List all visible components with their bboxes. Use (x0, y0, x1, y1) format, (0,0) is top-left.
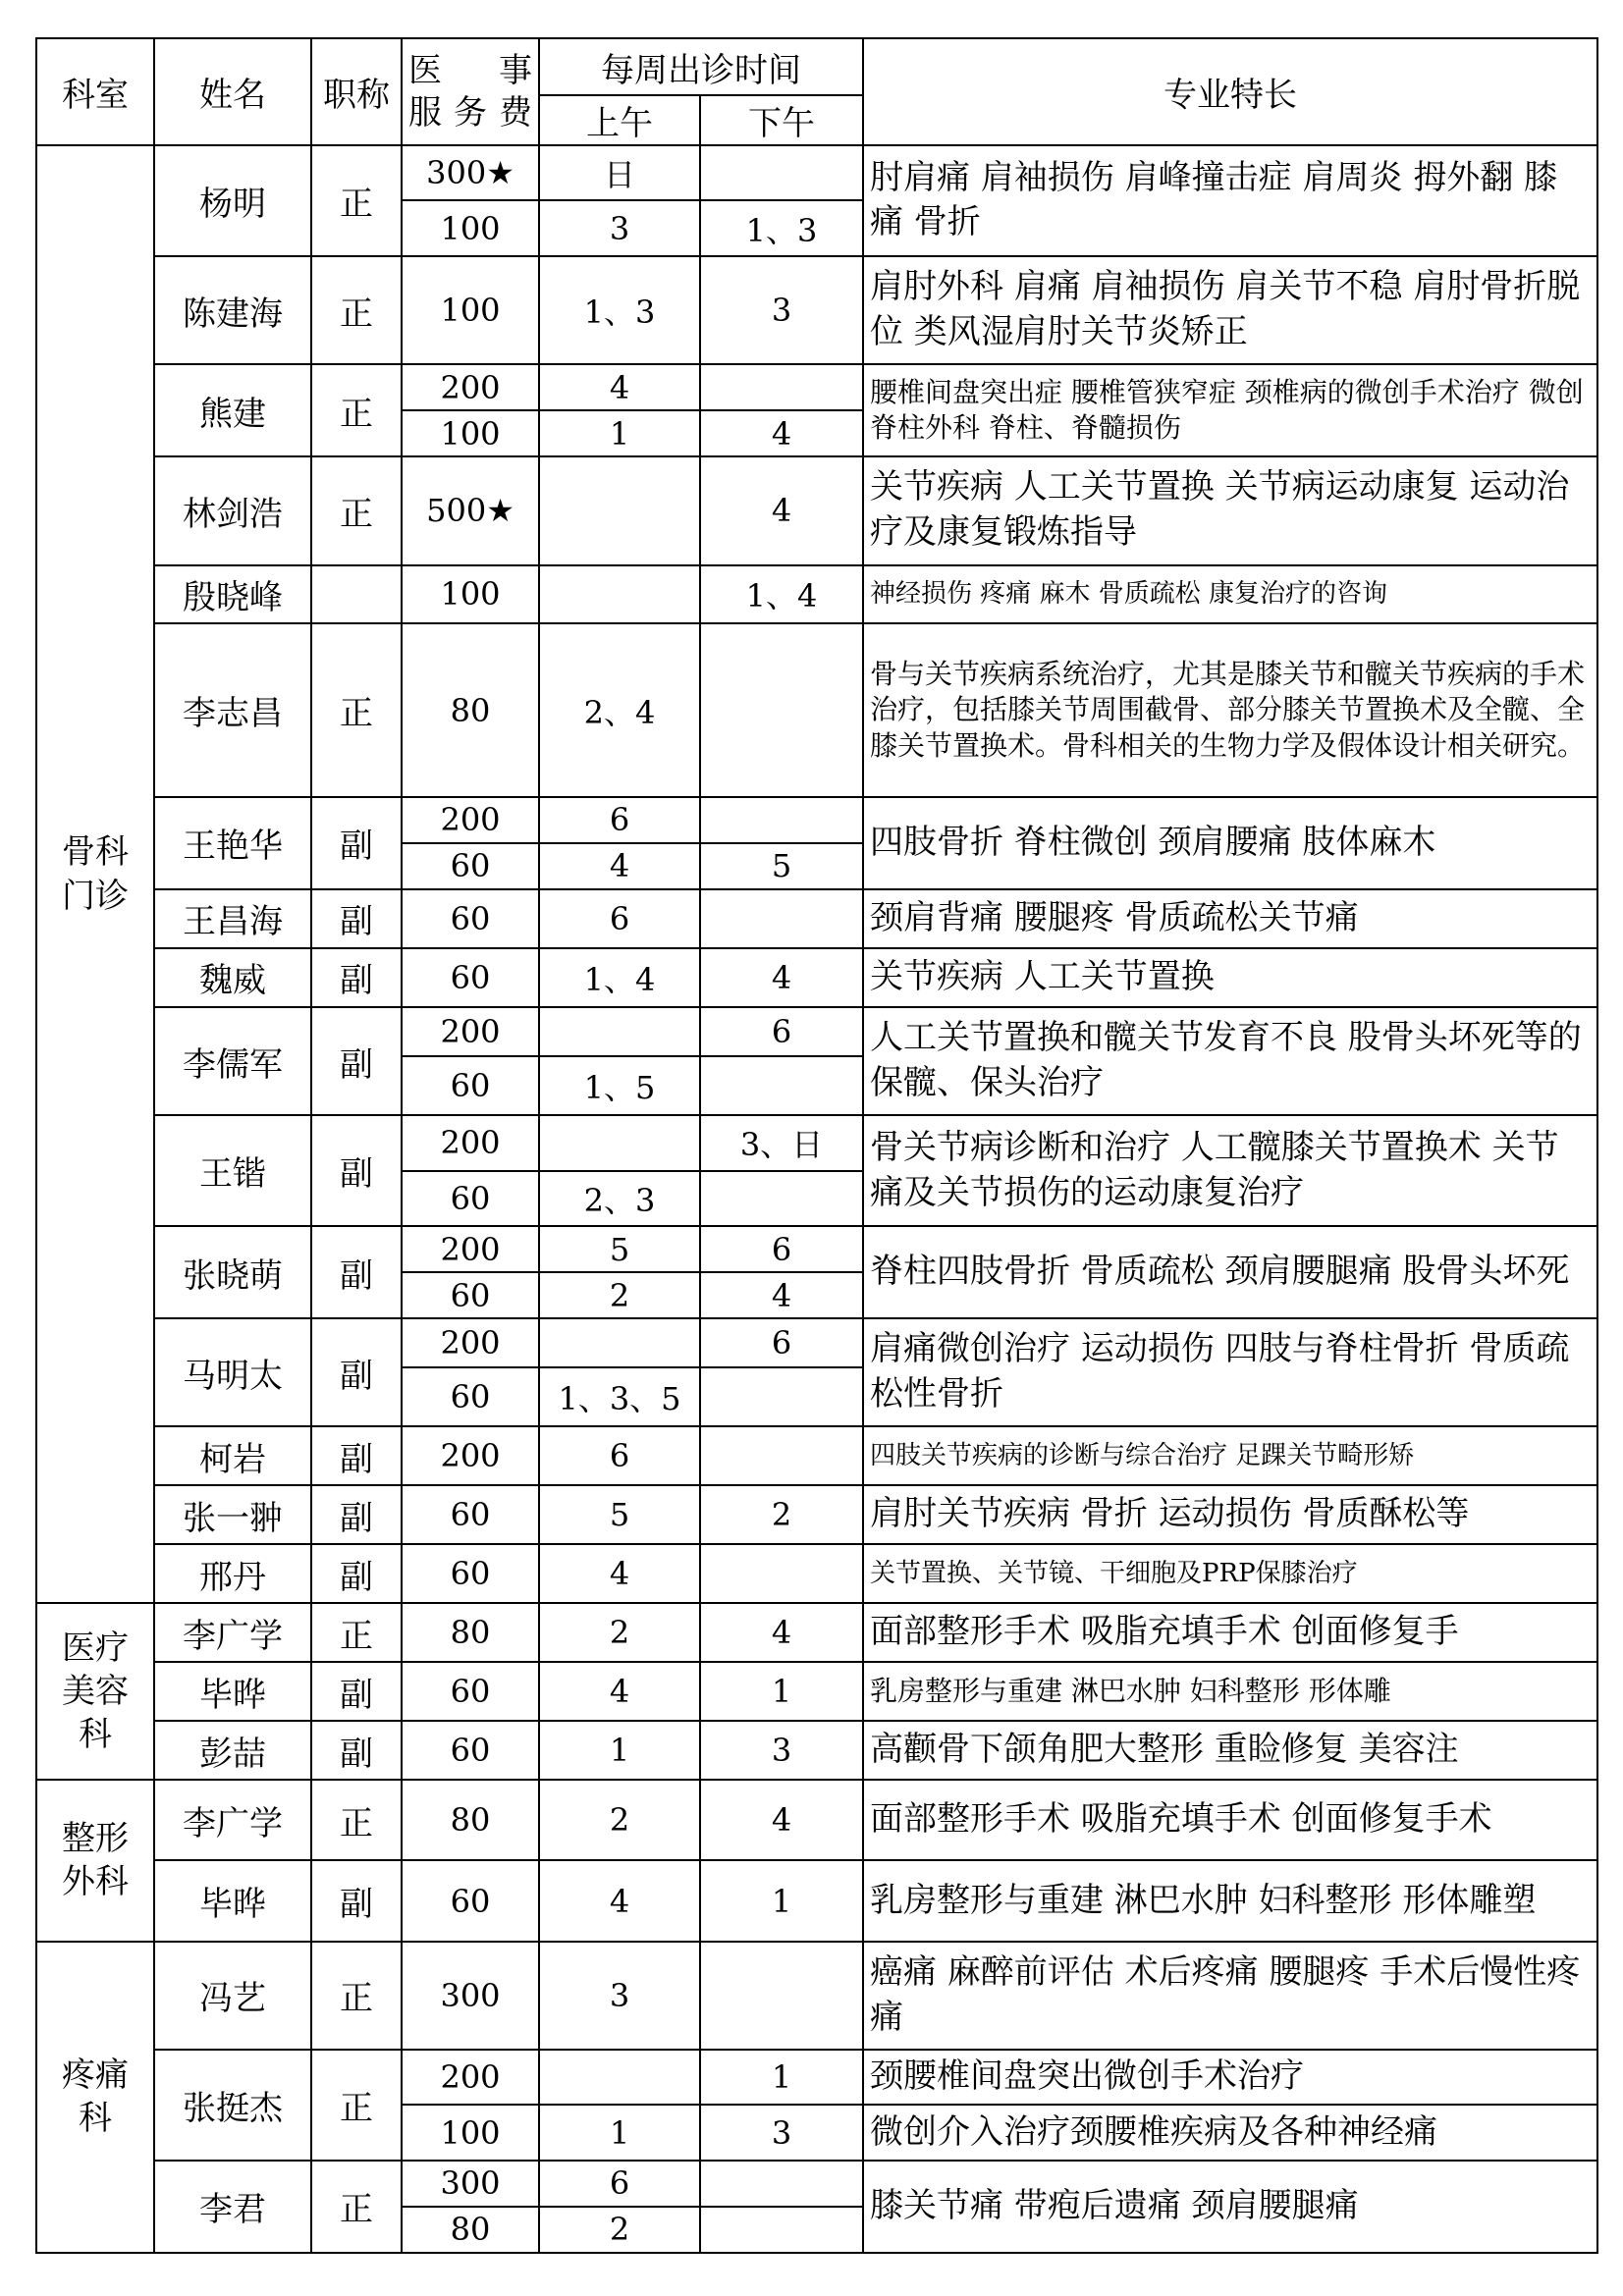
doctor-name: 毕晔 (154, 1860, 311, 1941)
doctor-title: 正 (311, 1603, 402, 1662)
table-row (36, 1662, 1597, 1721)
am-schedule: 1 (539, 1721, 700, 1780)
table-row (36, 889, 1597, 948)
table-row (36, 948, 1597, 1007)
am-schedule: 3 (539, 1942, 700, 2050)
pm-schedule: 1 (700, 1662, 863, 1721)
service-fee: 200 (402, 364, 539, 410)
am-schedule: 2 (539, 1603, 700, 1662)
table-body (36, 145, 1597, 2253)
service-fee: 60 (402, 1721, 539, 1780)
service-fee: 200 (402, 1226, 539, 1272)
doctor-name: 张一翀 (154, 1485, 311, 1544)
service-fee: 80 (402, 2207, 539, 2253)
am-schedule: 2、4 (539, 623, 700, 796)
am-schedule: 5 (539, 1485, 700, 1544)
service-fee: 60 (402, 1056, 539, 1115)
am-schedule (539, 565, 700, 624)
specialty-cell: 颈肩背痛 腰腿疼 骨质疏松关节痛 (863, 889, 1597, 948)
am-schedule (539, 1007, 700, 1056)
pm-schedule: 1 (700, 1860, 863, 1941)
department-cell (36, 1603, 154, 1780)
specialty-cell: 脊柱四肢骨折 骨质疏松 颈肩腰腿痛 股骨头坏死 (863, 1226, 1597, 1318)
doctor-title: 副 (311, 1115, 402, 1226)
am-schedule: 日 (539, 145, 700, 200)
doctor-title (311, 565, 402, 624)
service-fee: 60 (402, 1544, 539, 1603)
service-fee: 60 (402, 1171, 539, 1226)
am-schedule: 6 (539, 2161, 700, 2207)
specialty-cell: 神经损伤 疼痛 麻木 骨质疏松 康复治疗的咨询 (863, 565, 1597, 624)
service-fee: 80 (402, 1603, 539, 1662)
pm-schedule: 4 (700, 1272, 863, 1318)
am-schedule: 1、5 (539, 1056, 700, 1115)
am-schedule: 3 (539, 200, 700, 255)
pm-schedule: 3 (700, 256, 863, 364)
pm-schedule (700, 1544, 863, 1603)
department-label: 整形外科 (62, 1819, 129, 1902)
am-schedule: 4 (539, 1860, 700, 1941)
specialty-cell: 关节疾病 人工关节置换 关节病运动康复 运动治疗及康复锻炼指导 (863, 456, 1597, 564)
department-label: 骨科门诊 (62, 832, 129, 916)
table-row (36, 2161, 1597, 2207)
am-schedule (539, 1115, 700, 1170)
doctor-name: 杨明 (154, 145, 311, 256)
specialty-cell: 面部整形手术 吸脂充填手术 创面修复手术 (863, 1780, 1597, 1860)
header-am: 上午 (539, 95, 700, 145)
am-schedule: 2 (539, 1272, 700, 1318)
header-pm: 下午 (700, 95, 863, 145)
pm-schedule (700, 1056, 863, 1115)
service-fee: 100 (402, 410, 539, 456)
table-row (36, 797, 1597, 843)
pm-schedule: 4 (700, 1780, 863, 1860)
doctor-title: 副 (311, 797, 402, 889)
doctor-name: 李广学 (154, 1780, 311, 1860)
service-fee: 60 (402, 843, 539, 889)
doctor-title: 副 (311, 1544, 402, 1603)
doctor-title: 正 (311, 256, 402, 364)
specialty-cell: 乳房整形与重建 淋巴水肿 妇科整形 形体雕塑 (863, 1860, 1597, 1941)
pm-schedule: 5 (700, 843, 863, 889)
department-cell (36, 1942, 154, 2253)
pm-schedule: 3 (700, 2105, 863, 2160)
pm-schedule: 2 (700, 1485, 863, 1544)
doctor-title: 正 (311, 2161, 402, 2253)
specialty-cell: 四肢关节疾病的诊断与综合治疗 足踝关节畸形矫 (863, 1426, 1597, 1485)
table-row (36, 1603, 1597, 1662)
am-schedule: 4 (539, 1662, 700, 1721)
header-fee-line2: 服务费 (408, 92, 532, 133)
pm-schedule (700, 1942, 863, 2050)
service-fee: 200 (402, 1007, 539, 1056)
doctor-name: 林剑浩 (154, 456, 311, 564)
doctor-name: 熊建 (154, 364, 311, 456)
specialty-cell: 肩肘外科 肩痛 肩袖损伤 肩关节不稳 肩肘骨折脱位 类风湿肩肘关节炎矫正 (863, 256, 1597, 364)
service-fee: 60 (402, 1485, 539, 1544)
service-fee: 60 (402, 1662, 539, 1721)
am-schedule: 1、3 (539, 256, 700, 364)
doctor-name: 殷晓峰 (154, 565, 311, 624)
doctor-title: 正 (311, 2050, 402, 2161)
doctor-name: 王艳华 (154, 797, 311, 889)
service-fee: 100 (402, 200, 539, 255)
header-dept: 科室 (36, 38, 154, 145)
doctor-title: 副 (311, 1662, 402, 1721)
table-row (36, 1860, 1597, 1941)
specialty-cell: 骨与关节疾病系统治疗，尤其是膝关节和髋关节疾病的手术治疗，包括膝关节周围截骨、部分膝关节置换术及全髋、全膝关节置换术。骨科相关的生物力学及假体设计相关研究。 (863, 623, 1597, 796)
service-fee: 300★ (402, 145, 539, 200)
pm-schedule (700, 1367, 863, 1426)
department-label: 医疗美容科 (62, 1628, 129, 1755)
service-fee: 60 (402, 889, 539, 948)
specialty-cell: 人工关节置换和髋关节发育不良 股骨头坏死等的保髋、保头治疗 (863, 1007, 1597, 1115)
specialty-cell: 骨关节病诊断和治疗 人工髋膝关节置换术 关节痛及关节损伤的运动康复治疗 (863, 1115, 1597, 1226)
am-schedule: 4 (539, 364, 700, 410)
doctor-title: 副 (311, 889, 402, 948)
specialty-cell: 关节置换、关节镜、干细胞及PRP保膝治疗 (863, 1544, 1597, 1603)
service-fee: 300 (402, 1942, 539, 2050)
doctor-title: 副 (311, 1226, 402, 1318)
doctor-title: 副 (311, 1426, 402, 1485)
pm-schedule: 3、日 (700, 1115, 863, 1170)
am-schedule: 2 (539, 2207, 700, 2253)
pm-schedule: 1、3 (700, 200, 863, 255)
specialty-cell: 关节疾病 人工关节置换 (863, 948, 1597, 1007)
service-fee: 100 (402, 565, 539, 624)
service-fee: 200 (402, 1426, 539, 1485)
doctor-name: 马明太 (154, 1318, 311, 1426)
doctor-title: 正 (311, 1780, 402, 1860)
pm-schedule (700, 1426, 863, 1485)
pm-schedule (700, 797, 863, 843)
table-row (36, 1780, 1597, 1860)
service-fee: 100 (402, 2105, 539, 2160)
table-row (36, 456, 1597, 564)
header-name: 姓名 (154, 38, 311, 145)
specialty-cell: 四肢骨折 脊柱微创 颈肩腰痛 肢体麻木 (863, 797, 1597, 889)
pm-schedule (700, 889, 863, 948)
specialty-cell: 膝关节痛 带疱后遗痛 颈肩腰腿痛 (863, 2161, 1597, 2253)
table-row (36, 1226, 1597, 1272)
specialty-cell: 微创介入治疗颈腰椎疾病及各种神经痛 (863, 2105, 1597, 2160)
service-fee: 80 (402, 1780, 539, 1860)
pm-schedule (700, 145, 863, 200)
am-schedule: 2、3 (539, 1171, 700, 1226)
service-fee: 60 (402, 1272, 539, 1318)
am-schedule: 1 (539, 410, 700, 456)
table-row (36, 1544, 1597, 1603)
pm-schedule: 6 (700, 1318, 863, 1367)
am-schedule: 6 (539, 797, 700, 843)
doctor-title: 副 (311, 948, 402, 1007)
pm-schedule: 1 (700, 2050, 863, 2105)
table-row (36, 1426, 1597, 1485)
pm-schedule: 3 (700, 1721, 863, 1780)
doctor-name: 王锴 (154, 1115, 311, 1226)
department-label: 疼痛科 (62, 2056, 129, 2139)
specialty-cell: 肘肩痛 肩袖损伤 肩峰撞击症 肩周炎 拇外翻 膝痛 骨折 (863, 145, 1597, 256)
table-row (36, 1115, 1597, 1170)
table-row (36, 1318, 1597, 1367)
pm-schedule: 4 (700, 1603, 863, 1662)
pm-schedule: 6 (700, 1007, 863, 1056)
doctor-title: 正 (311, 1942, 402, 2050)
service-fee: 200 (402, 1318, 539, 1367)
pm-schedule: 4 (700, 410, 863, 456)
am-schedule: 5 (539, 1226, 700, 1272)
table-row (36, 565, 1597, 624)
pm-schedule: 4 (700, 948, 863, 1007)
doctor-name: 魏威 (154, 948, 311, 1007)
doctor-name: 李儒军 (154, 1007, 311, 1115)
pm-schedule (700, 364, 863, 410)
doctor-title: 正 (311, 623, 402, 796)
am-schedule (539, 1318, 700, 1367)
table-row (36, 1942, 1597, 2050)
pm-schedule: 6 (700, 1226, 863, 1272)
specialty-cell: 癌痛 麻醉前评估 术后疼痛 腰腿疼 手术后慢性疼痛 (863, 1942, 1597, 2050)
am-schedule: 4 (539, 843, 700, 889)
header-fee (402, 38, 539, 145)
header-schedule: 每周出诊时间 (539, 38, 863, 95)
specialty-cell: 颈腰椎间盘突出微创手术治疗 (863, 2050, 1597, 2105)
service-fee: 100 (402, 256, 539, 364)
am-schedule: 1、3、5 (539, 1367, 700, 1426)
table-row (36, 1721, 1597, 1780)
doctor-title: 正 (311, 145, 402, 256)
table-row (36, 1007, 1597, 1056)
doctor-title: 副 (311, 1860, 402, 1941)
am-schedule: 6 (539, 889, 700, 948)
doctor-title: 副 (311, 1007, 402, 1115)
doctor-name: 陈建海 (154, 256, 311, 364)
service-fee: 300 (402, 2161, 539, 2207)
doctor-title: 副 (311, 1318, 402, 1426)
pm-schedule: 1、4 (700, 565, 863, 624)
am-schedule: 1 (539, 2105, 700, 2160)
am-schedule: 2 (539, 1780, 700, 1860)
service-fee: 60 (402, 948, 539, 1007)
department-cell (36, 1780, 154, 1942)
service-fee: 200 (402, 797, 539, 843)
doctor-name: 邢丹 (154, 1544, 311, 1603)
am-schedule (539, 2050, 700, 2105)
specialty-cell: 肩痛微创治疗 运动损伤 四肢与脊柱骨折 骨质疏松性骨折 (863, 1318, 1597, 1426)
table-row (36, 145, 1597, 200)
service-fee: 60 (402, 1860, 539, 1941)
pm-schedule: 4 (700, 456, 863, 564)
doctor-title: 正 (311, 364, 402, 456)
service-fee: 200 (402, 1115, 539, 1170)
am-schedule: 1、4 (539, 948, 700, 1007)
doctor-name: 张晓萌 (154, 1226, 311, 1318)
header-fee-line1: 医 事 (408, 51, 532, 90)
am-schedule (539, 456, 700, 564)
specialty-cell: 高颧骨下颌角肥大整形 重睑修复 美容注 (863, 1721, 1597, 1780)
doctor-name: 彭喆 (154, 1721, 311, 1780)
am-schedule: 6 (539, 1426, 700, 1485)
clinic-schedule-table (35, 37, 1598, 2254)
table-row (36, 623, 1597, 796)
doctor-title: 正 (311, 456, 402, 564)
doctor-name: 冯艺 (154, 1942, 311, 2050)
doctor-name: 李君 (154, 2161, 311, 2253)
specialty-cell: 腰椎间盘突出症 腰椎管狭窄症 颈椎病的微创手术治疗 微创脊柱外科 脊柱、脊髓损伤 (863, 364, 1597, 456)
doctor-name: 张挺杰 (154, 2050, 311, 2161)
table-row (36, 256, 1597, 364)
pm-schedule (700, 1171, 863, 1226)
service-fee: 60 (402, 1367, 539, 1426)
department-cell (36, 145, 154, 1603)
service-fee: 500★ (402, 456, 539, 564)
doctor-title: 副 (311, 1485, 402, 1544)
am-schedule: 4 (539, 1544, 700, 1603)
specialty-cell: 乳房整形与重建 淋巴水肿 妇科整形 形体雕 (863, 1662, 1597, 1721)
doctor-name: 王昌海 (154, 889, 311, 948)
table-row (36, 364, 1597, 410)
table-row (36, 1485, 1597, 1544)
pm-schedule (700, 2207, 863, 2253)
doctor-name: 柯岩 (154, 1426, 311, 1485)
service-fee: 80 (402, 623, 539, 796)
header-title: 职称 (311, 38, 402, 145)
pm-schedule (700, 2161, 863, 2207)
service-fee: 200 (402, 2050, 539, 2105)
table-row (36, 2050, 1597, 2105)
doctor-name: 李广学 (154, 1603, 311, 1662)
doctor-name: 毕晔 (154, 1662, 311, 1721)
doctor-title: 副 (311, 1721, 402, 1780)
specialty-cell: 肩肘关节疾病 骨折 运动损伤 骨质酥松等 (863, 1485, 1597, 1544)
pm-schedule (700, 623, 863, 796)
specialty-cell: 面部整形手术 吸脂充填手术 创面修复手 (863, 1603, 1597, 1662)
header-specialty: 专业特长 (863, 38, 1597, 145)
doctor-name: 李志昌 (154, 623, 311, 796)
